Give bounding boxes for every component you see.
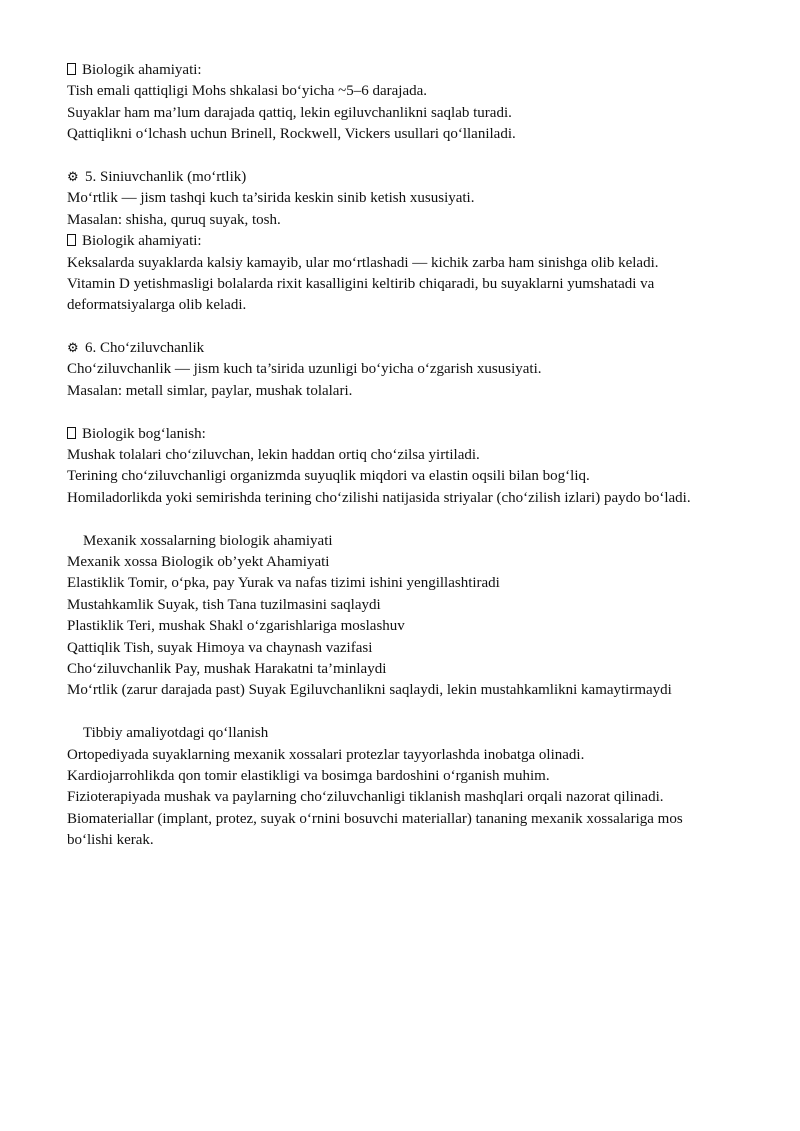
paragraph-line: Suyaklar ham ma’lum darajada qattiq, lekin egiluvchanlikni saqlab turadi. xyxy=(67,104,512,121)
table-row: Mustahkamlik Suyak, tish Tana tuzilmasini saqlaydi xyxy=(67,596,381,613)
document-page xyxy=(67,60,757,851)
paragraph-line: Vitamin D yetishmasligi bolalarda rixit kasalligini keltirib chiqaradi, bu suyaklarni yumshatadi va xyxy=(67,275,655,292)
paragraph-line: Masalan: shisha, quruq suyak, tosh. xyxy=(67,211,281,228)
paragraph-line: Fizioterapiyada mushak va paylarning cho‘ziluvchanligi tiklanish mashqlari orqali nazorat qilinadi. xyxy=(67,789,664,806)
missing-glyph-icon xyxy=(67,63,76,75)
gear-icon: ⚙ xyxy=(67,169,79,185)
table-row: Cho‘ziluvchanlik Pay, mushak Harakatni ta’minlaydi xyxy=(67,660,387,677)
section-title: Tibbiy amaliyotdagi qo‘llanish xyxy=(83,725,269,742)
bio-heading-text: Biologik bog‘lanish: xyxy=(82,425,206,442)
table-row: Mo‘rtlik (zarur darajada past) Suyak Egiluvchanlikni saqlaydi, lekin mustahkamlikni kamaytirmaydi xyxy=(67,682,672,699)
table-row: Qattiqlik Tish, suyak Himoya va chaynash vazifasi xyxy=(67,639,373,656)
spacer xyxy=(67,317,757,338)
spacer xyxy=(67,702,757,723)
bio-heading xyxy=(67,60,757,81)
paragraph-line: Tish emali qattiqligi Mohs shkalasi bo‘yicha ~5–6 darajada. xyxy=(67,83,428,100)
paragraph-line: Mushak tolalari cho‘ziluvchan, lekin haddan ortiq cho‘zilsa yirtiladi. xyxy=(67,447,480,464)
paragraph-line: Homiladorlikda yoki semirishda terining cho‘zilishi natijasida striyalar (cho‘zilish izlari) paydo bo‘ladi. xyxy=(67,489,691,506)
bio-heading xyxy=(67,424,757,445)
paragraph-line: Terining cho‘ziluvchanligi organizmda suyuqlik miqdori va elastin oqsili bilan bog‘liq. xyxy=(67,468,590,485)
missing-glyph-icon xyxy=(67,234,76,246)
table-row: Elastiklik Tomir, o‘pka, pay Yurak va nafas tizimi ishini yengillashtiradi xyxy=(67,575,500,592)
spacer xyxy=(67,509,757,530)
section-heading-text: 5. Siniuvchanlik (mo‘rtlik) xyxy=(85,168,247,185)
paragraph-line: Keksalarda suyaklarda kalsiy kamayib, ular mo‘rtlashadi — kichik zarba ham sinishga olib keladi. xyxy=(67,254,659,271)
spacer xyxy=(67,402,757,423)
paragraph-line: bo‘lishi kerak. xyxy=(67,832,154,849)
paragraph-line: Masalan: metall simlar, paylar, mushak tolalari. xyxy=(67,382,353,399)
paragraph-line: Kardiojarrohlikda qon tomir elastikligi va bosimga bardoshini o‘rganish muhim. xyxy=(67,767,550,784)
table-row: Plastiklik Teri, mushak Shakl o‘zgarishlariga moslashuv xyxy=(67,618,405,635)
spacer xyxy=(67,146,757,167)
gear-icon: ⚙ xyxy=(67,341,79,357)
table-header-row: Mexanik xossa Biologik ob’yekt Ahamiyati xyxy=(67,553,330,570)
paragraph-line: deformatsiyalarga olib keladi. xyxy=(67,297,247,314)
paragraph-line: Mo‘rtlik — jism tashqi kuch ta’sirida keskin sinib ketish xususiyati. xyxy=(67,190,475,207)
bio-heading-text: Biologik ahamiyati: xyxy=(82,233,202,250)
missing-glyph-icon xyxy=(67,427,76,439)
paragraph-line: Cho‘ziluvchanlik — jism kuch ta’sirida uzunligi bo‘yicha o‘zgarish xususiyati. xyxy=(67,361,542,378)
paragraph-line: Qattiqlikni o‘lchash uchun Brinell, Rockwell, Vickers usullari qo‘llaniladi. xyxy=(67,126,516,143)
bio-heading-text: Biologik ahamiyati: xyxy=(82,62,202,78)
section-heading xyxy=(67,167,757,188)
paragraph-line: Biomateriallar (implant, protez, suyak o‘rnini bosuvchi materiallar) tananing mexanik xossalariga mos xyxy=(67,810,683,827)
paragraph-line: Ortopediyada suyaklarning mexanik xossalari protezlar tayyorlashda inobatga olinadi. xyxy=(67,746,585,763)
section-heading xyxy=(67,338,757,359)
bio-heading xyxy=(67,231,757,252)
table-title: Mexanik xossalarning biologik ahamiyati xyxy=(83,532,333,549)
section-heading-text: 6. Cho‘ziluvchanlik xyxy=(85,340,205,357)
